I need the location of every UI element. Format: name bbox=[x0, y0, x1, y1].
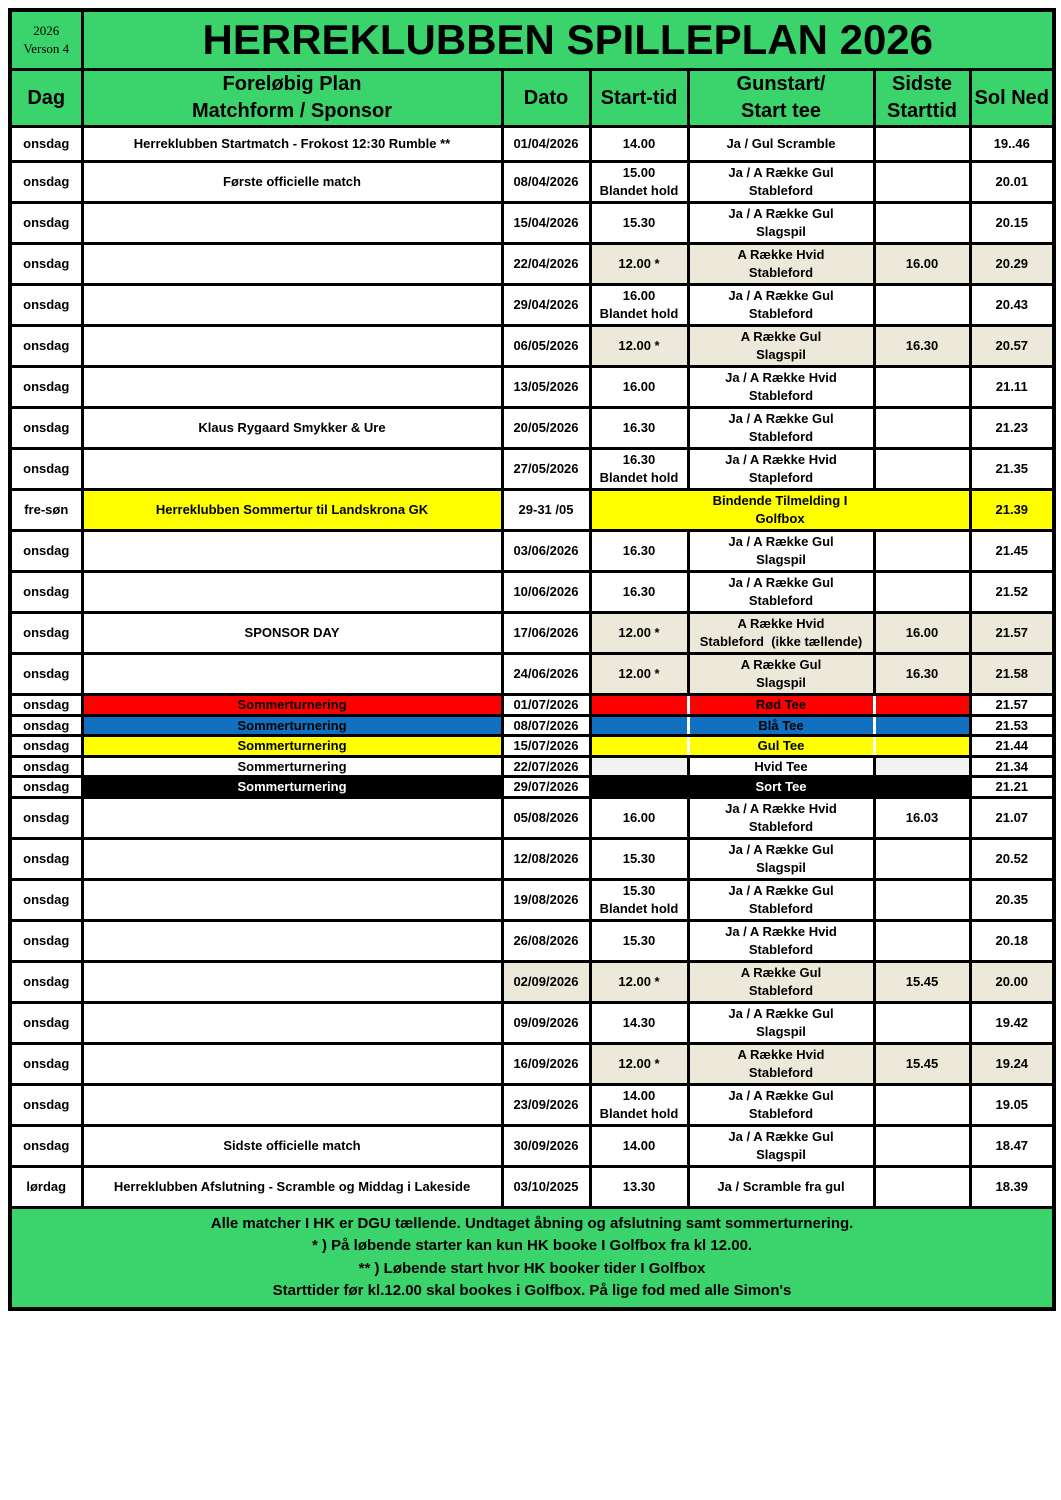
column-header-match: Foreløbig Plan Matchform / Sponsor bbox=[82, 70, 502, 127]
dag-cell: onsdag bbox=[10, 654, 82, 695]
dag-cell: onsdag bbox=[10, 797, 82, 838]
dato-cell: 29-31 /05 bbox=[502, 490, 590, 531]
gunstart-cell: Ja / A Række Hvid Stableford bbox=[688, 367, 874, 408]
matchform-cell: Sommerturnering bbox=[82, 777, 502, 798]
sidste-starttid-cell bbox=[874, 879, 970, 920]
table-row bbox=[10, 756, 1054, 777]
gunstart-cell: Ja / A Række Gul Stableford bbox=[688, 162, 874, 203]
table-row bbox=[10, 838, 1054, 879]
sidste-starttid-cell bbox=[874, 1084, 970, 1125]
dato-cell: 17/06/2026 bbox=[502, 613, 590, 654]
matchform-cell bbox=[82, 838, 502, 879]
matchform-cell: Første officielle match bbox=[82, 162, 502, 203]
sol-ned-cell: 21.39 bbox=[970, 490, 1054, 531]
sol-ned-cell: 21.21 bbox=[970, 777, 1054, 798]
start-tid-cell: 15.30 bbox=[590, 838, 688, 879]
sidste-starttid-cell bbox=[874, 162, 970, 203]
start-tid-cell bbox=[590, 777, 688, 798]
table-row bbox=[10, 1084, 1054, 1125]
sol-ned-cell: 20.18 bbox=[970, 920, 1054, 961]
matchform-cell: Sommerturnering bbox=[82, 756, 502, 777]
table-row bbox=[10, 797, 1054, 838]
dag-cell: onsdag bbox=[10, 162, 82, 203]
sol-ned-cell: 19..46 bbox=[970, 127, 1054, 162]
start-tid-cell bbox=[590, 736, 688, 757]
column-header-start: Start-tid bbox=[590, 70, 688, 127]
dato-cell: 01/04/2026 bbox=[502, 127, 590, 162]
gunstart-cell: Ja / A Række Gul Stableford bbox=[688, 1084, 874, 1125]
sidste-starttid-cell bbox=[874, 920, 970, 961]
table-row bbox=[10, 715, 1054, 736]
table-row bbox=[10, 920, 1054, 961]
dato-cell: 15/04/2026 bbox=[502, 203, 590, 244]
matchform-cell: Sommerturnering bbox=[82, 715, 502, 736]
sidste-starttid-cell: 16.00 bbox=[874, 244, 970, 285]
sol-ned-cell: 21.45 bbox=[970, 531, 1054, 572]
title-row bbox=[10, 10, 1054, 70]
sidste-starttid-cell bbox=[874, 777, 970, 798]
dag-cell: onsdag bbox=[10, 777, 82, 798]
table-row bbox=[10, 367, 1054, 408]
start-tid-cell: 16.00 bbox=[590, 367, 688, 408]
dag-cell: onsdag bbox=[10, 127, 82, 162]
gunstart-cell: Ja / A Række Gul Stableford bbox=[688, 408, 874, 449]
matchform-cell bbox=[82, 531, 502, 572]
dato-cell: 13/05/2026 bbox=[502, 367, 590, 408]
sol-ned-cell: 21.53 bbox=[970, 715, 1054, 736]
start-tid-cell: 14.00 Blandet hold bbox=[590, 1084, 688, 1125]
table-row bbox=[10, 244, 1054, 285]
sol-ned-cell: 21.44 bbox=[970, 736, 1054, 757]
sidste-starttid-cell bbox=[874, 449, 970, 490]
matchform-cell bbox=[82, 367, 502, 408]
table-row bbox=[10, 490, 1054, 531]
matchform-cell bbox=[82, 920, 502, 961]
start-tid-cell bbox=[590, 756, 688, 777]
dag-cell: onsdag bbox=[10, 1084, 82, 1125]
matchform-cell: Herreklubben Startmatch - Frokost 12:30 Rumble ** bbox=[82, 127, 502, 162]
sol-ned-cell: 20.35 bbox=[970, 879, 1054, 920]
dag-cell: onsdag bbox=[10, 838, 82, 879]
sol-ned-cell: 21.52 bbox=[970, 572, 1054, 613]
table-row bbox=[10, 127, 1054, 162]
dato-cell: 08/04/2026 bbox=[502, 162, 590, 203]
sol-ned-cell: 21.34 bbox=[970, 756, 1054, 777]
table-row bbox=[10, 408, 1054, 449]
start-tid-cell: 12.00 * bbox=[590, 244, 688, 285]
gunstart-cell: Hvid Tee bbox=[688, 756, 874, 777]
dato-cell: 03/10/2025 bbox=[502, 1166, 590, 1207]
start-tid-cell: 16.30 bbox=[590, 408, 688, 449]
start-tid-cell: 12.00 * bbox=[590, 654, 688, 695]
sidste-starttid-cell: 16.30 bbox=[874, 654, 970, 695]
footer-note-line: ** ) Løbende start hvor HK booker tider I Golfbox bbox=[358, 1259, 706, 1277]
gunstart-cell: Ja / A Række Hvid Stableford bbox=[688, 797, 874, 838]
sol-ned-cell: 21.23 bbox=[970, 408, 1054, 449]
gunstart-cell: Ja / A Række Gul Stableford bbox=[688, 572, 874, 613]
dato-cell: 08/07/2026 bbox=[502, 715, 590, 736]
start-tid-cell: 12.00 * bbox=[590, 961, 688, 1002]
start-tid-cell: 15.30 bbox=[590, 203, 688, 244]
dato-cell: 16/09/2026 bbox=[502, 1043, 590, 1084]
dato-cell: 29/04/2026 bbox=[502, 285, 590, 326]
start-tid-cell: 16.30 bbox=[590, 531, 688, 572]
sol-ned-cell: 19.42 bbox=[970, 1002, 1054, 1043]
sidste-starttid-cell bbox=[874, 408, 970, 449]
sol-ned-cell: 19.24 bbox=[970, 1043, 1054, 1084]
dag-cell: onsdag bbox=[10, 244, 82, 285]
matchform-cell: Sidste officielle match bbox=[82, 1125, 502, 1166]
table-row bbox=[10, 1002, 1054, 1043]
matchform-cell bbox=[82, 326, 502, 367]
gunstart-cell: Rød Tee bbox=[688, 695, 874, 716]
gunstart-cell: Ja / A Række Gul Slagspil bbox=[688, 1002, 874, 1043]
table-row bbox=[10, 961, 1054, 1002]
matchform-cell: Herreklubben Sommertur til Landskrona GK bbox=[82, 490, 502, 531]
sidste-starttid-cell bbox=[874, 1125, 970, 1166]
dato-cell: 03/06/2026 bbox=[502, 531, 590, 572]
matchform-cell bbox=[82, 879, 502, 920]
dag-cell: onsdag bbox=[10, 879, 82, 920]
matchform-cell: Herreklubben Afslutning - Scramble og Middag i Lakeside bbox=[82, 1166, 502, 1207]
sol-ned-cell: 21.57 bbox=[970, 613, 1054, 654]
matchform-cell bbox=[82, 797, 502, 838]
sidste-starttid-cell bbox=[874, 203, 970, 244]
dag-cell: onsdag bbox=[10, 613, 82, 654]
gunstart-cell: A Række Gul Stableford bbox=[688, 961, 874, 1002]
version-label: Verson 4 bbox=[23, 41, 70, 56]
sol-ned-cell: 20.00 bbox=[970, 961, 1054, 1002]
sidste-starttid-cell bbox=[874, 127, 970, 162]
dag-cell: onsdag bbox=[10, 1043, 82, 1084]
sidste-starttid-cell bbox=[874, 1002, 970, 1043]
table-row bbox=[10, 162, 1054, 203]
sol-ned-cell: 20.29 bbox=[970, 244, 1054, 285]
sol-ned-cell: 20.43 bbox=[970, 285, 1054, 326]
dato-cell: 22/04/2026 bbox=[502, 244, 590, 285]
dato-cell: 26/08/2026 bbox=[502, 920, 590, 961]
start-tid-cell: 15.30 Blandet hold bbox=[590, 879, 688, 920]
gunstart-cell: Ja / A Række Gul Slagspil bbox=[688, 1125, 874, 1166]
dato-cell: 20/05/2026 bbox=[502, 408, 590, 449]
gunstart-cell: Blå Tee bbox=[688, 715, 874, 736]
dag-cell: onsdag bbox=[10, 531, 82, 572]
matchform-cell: Sommerturnering bbox=[82, 736, 502, 757]
start-tid-cell: 14.00 bbox=[590, 127, 688, 162]
gunstart-cell: Ja / A Række Gul Slagspil bbox=[688, 203, 874, 244]
start-tid-cell: 12.00 * bbox=[590, 1043, 688, 1084]
table-row bbox=[10, 572, 1054, 613]
sidste-starttid-cell bbox=[874, 715, 970, 736]
table-row bbox=[10, 1166, 1054, 1207]
dag-cell: lørdag bbox=[10, 1166, 82, 1207]
footer-notes bbox=[10, 1207, 1054, 1309]
page-title: HERREKLUBBEN SPILLEPLAN 2026 bbox=[82, 10, 1054, 70]
gunstart-cell: Ja / A Række Gul Slagspil bbox=[688, 531, 874, 572]
gunstart-cell: Ja / A Række Hvid Stapleford bbox=[688, 449, 874, 490]
dato-cell: 19/08/2026 bbox=[502, 879, 590, 920]
dag-cell: onsdag bbox=[10, 1125, 82, 1166]
sidste-starttid-cell bbox=[874, 736, 970, 757]
gunstart-cell: Ja / A Række Gul Stableford bbox=[688, 285, 874, 326]
start-tid-cell: 14.00 bbox=[590, 1125, 688, 1166]
column-header-dag: Dag bbox=[10, 70, 82, 127]
matchform-cell bbox=[82, 244, 502, 285]
matchform-cell bbox=[82, 449, 502, 490]
dag-cell: onsdag bbox=[10, 326, 82, 367]
sidste-starttid-cell bbox=[874, 572, 970, 613]
matchform-cell: Sommerturnering bbox=[82, 695, 502, 716]
sidste-starttid-cell: 16.00 bbox=[874, 613, 970, 654]
sol-ned-cell: 21.11 bbox=[970, 367, 1054, 408]
sidste-starttid-cell bbox=[874, 367, 970, 408]
sol-ned-cell: 19.05 bbox=[970, 1084, 1054, 1125]
sol-ned-cell: 21.58 bbox=[970, 654, 1054, 695]
table-row bbox=[10, 203, 1054, 244]
table-row bbox=[10, 1043, 1054, 1084]
sidste-starttid-cell bbox=[874, 695, 970, 716]
dato-cell: 02/09/2026 bbox=[502, 961, 590, 1002]
sidste-starttid-cell: 16.30 bbox=[874, 326, 970, 367]
start-tid-cell: 12.00 * bbox=[590, 326, 688, 367]
sol-ned-cell: 20.52 bbox=[970, 838, 1054, 879]
gunstart-cell: Ja / Scramble fra gul bbox=[688, 1166, 874, 1207]
footer-note-line: * ) På løbende starter kan kun HK booke I Golfbox fra kl 12.00. bbox=[311, 1237, 753, 1255]
dato-cell: 27/05/2026 bbox=[502, 449, 590, 490]
table-row bbox=[10, 695, 1054, 716]
start-tid-cell: 15.00 Blandet hold bbox=[590, 162, 688, 203]
gunstart-cell: A Række Gul Slagspil bbox=[688, 654, 874, 695]
dato-cell: 23/09/2026 bbox=[502, 1084, 590, 1125]
start-tid-cell: 16.00 Blandet hold bbox=[590, 285, 688, 326]
dato-cell: 01/07/2026 bbox=[502, 695, 590, 716]
footer-row bbox=[10, 1207, 1054, 1309]
dag-cell: onsdag bbox=[10, 715, 82, 736]
gunstart-cell: Ja / A Række Gul Slagspil bbox=[688, 838, 874, 879]
dato-cell: 24/06/2026 bbox=[502, 654, 590, 695]
column-header-row bbox=[10, 70, 1054, 127]
sidste-starttid-cell: 15.45 bbox=[874, 1043, 970, 1084]
gunstart-cell: Ja / Gul Scramble bbox=[688, 127, 874, 162]
sidste-starttid-cell bbox=[874, 756, 970, 777]
matchform-cell bbox=[82, 1043, 502, 1084]
sidste-starttid-cell bbox=[874, 1166, 970, 1207]
start-tid-cell: 12.00 * bbox=[590, 613, 688, 654]
sol-ned-cell: 21.35 bbox=[970, 449, 1054, 490]
dato-cell: 29/07/2026 bbox=[502, 777, 590, 798]
sol-ned-cell: 18.47 bbox=[970, 1125, 1054, 1166]
start-tid-cell bbox=[590, 695, 688, 716]
version-year: 2026 bbox=[33, 23, 60, 39]
dag-cell: onsdag bbox=[10, 449, 82, 490]
gunstart-cell: Sort Tee bbox=[688, 777, 874, 798]
table-row bbox=[10, 449, 1054, 490]
sidste-starttid-cell: 15.45 bbox=[874, 961, 970, 1002]
dag-cell: onsdag bbox=[10, 572, 82, 613]
gunstart-cell: Ja / A Række Gul Stableford bbox=[688, 879, 874, 920]
gunstart-cell: A Række Hvid Stableford (ikke tællende) bbox=[688, 613, 874, 654]
table-row bbox=[10, 613, 1054, 654]
dato-cell: 10/06/2026 bbox=[502, 572, 590, 613]
sidste-starttid-cell bbox=[874, 531, 970, 572]
table-row bbox=[10, 531, 1054, 572]
dag-cell: onsdag bbox=[10, 695, 82, 716]
dato-cell: 12/08/2026 bbox=[502, 838, 590, 879]
table-row bbox=[10, 326, 1054, 367]
start-tid-cell: 16.30 bbox=[590, 572, 688, 613]
dag-cell: fre-søn bbox=[10, 490, 82, 531]
column-header-sol: Sol Ned bbox=[970, 70, 1054, 127]
dag-cell: onsdag bbox=[10, 756, 82, 777]
dag-cell: onsdag bbox=[10, 408, 82, 449]
table-row bbox=[10, 654, 1054, 695]
matchform-cell bbox=[82, 654, 502, 695]
dato-cell: 09/09/2026 bbox=[502, 1002, 590, 1043]
sol-ned-cell: 21.57 bbox=[970, 695, 1054, 716]
dag-cell: onsdag bbox=[10, 961, 82, 1002]
dato-cell: 06/05/2026 bbox=[502, 326, 590, 367]
start-tid-cell: 16.00 bbox=[590, 797, 688, 838]
table-row bbox=[10, 1125, 1054, 1166]
sidste-starttid-cell: 16.03 bbox=[874, 797, 970, 838]
sol-ned-cell: 21.07 bbox=[970, 797, 1054, 838]
gunstart-cell: Ja / A Række Hvid Stableford bbox=[688, 920, 874, 961]
matchform-cell bbox=[82, 203, 502, 244]
dag-cell: onsdag bbox=[10, 367, 82, 408]
matchform-cell bbox=[82, 1002, 502, 1043]
dato-cell: 22/07/2026 bbox=[502, 756, 590, 777]
sol-ned-cell: 20.57 bbox=[970, 326, 1054, 367]
sidste-starttid-cell bbox=[874, 838, 970, 879]
table-row bbox=[10, 736, 1054, 757]
sol-ned-cell: 18.39 bbox=[970, 1166, 1054, 1207]
spilleplan-table bbox=[8, 8, 1056, 1311]
start-tid-cell: 16.30 Blandet hold bbox=[590, 449, 688, 490]
start-tid-cell: 15.30 bbox=[590, 920, 688, 961]
table-row bbox=[10, 285, 1054, 326]
dato-cell: 15/07/2026 bbox=[502, 736, 590, 757]
sidste-starttid-cell bbox=[874, 285, 970, 326]
table-row bbox=[10, 879, 1054, 920]
dag-cell: onsdag bbox=[10, 1002, 82, 1043]
gunstart-cell: A Række Hvid Stableford bbox=[688, 244, 874, 285]
gunstart-cell: A Række Gul Slagspil bbox=[688, 326, 874, 367]
dag-cell: onsdag bbox=[10, 285, 82, 326]
gunstart-cell: Bindende Tilmelding I Golfbox bbox=[590, 490, 970, 531]
column-header-sidste: Sidste Starttid bbox=[874, 70, 970, 127]
gunstart-cell: Gul Tee bbox=[688, 736, 874, 757]
table-row bbox=[10, 777, 1054, 798]
matchform-cell bbox=[82, 572, 502, 613]
dato-cell: 30/09/2026 bbox=[502, 1125, 590, 1166]
footer-note-line: Alle matcher I HK er DGU tællende. Undtaget åbning og afslutning samt sommerturnering. bbox=[210, 1214, 854, 1232]
start-tid-cell: 13.30 bbox=[590, 1166, 688, 1207]
dag-cell: onsdag bbox=[10, 736, 82, 757]
matchform-cell: Klaus Rygaard Smykker & Ure bbox=[82, 408, 502, 449]
matchform-cell bbox=[82, 285, 502, 326]
matchform-cell: SPONSOR DAY bbox=[82, 613, 502, 654]
footer-note-line: Starttider før kl.12.00 skal bookes i Golfbox. På lige fod med alle Simon's bbox=[272, 1282, 792, 1300]
start-tid-cell bbox=[590, 715, 688, 736]
dag-cell: onsdag bbox=[10, 920, 82, 961]
sol-ned-cell: 20.15 bbox=[970, 203, 1054, 244]
sol-ned-cell: 20.01 bbox=[970, 162, 1054, 203]
version-box bbox=[10, 10, 82, 70]
dag-cell: onsdag bbox=[10, 203, 82, 244]
column-header-dato: Dato bbox=[502, 70, 590, 127]
column-header-gun: Gunstart/ Start tee bbox=[688, 70, 874, 127]
start-tid-cell: 14.30 bbox=[590, 1002, 688, 1043]
matchform-cell bbox=[82, 961, 502, 1002]
matchform-cell bbox=[82, 1084, 502, 1125]
dato-cell: 05/08/2026 bbox=[502, 797, 590, 838]
gunstart-cell: A Række Hvid Stableford bbox=[688, 1043, 874, 1084]
